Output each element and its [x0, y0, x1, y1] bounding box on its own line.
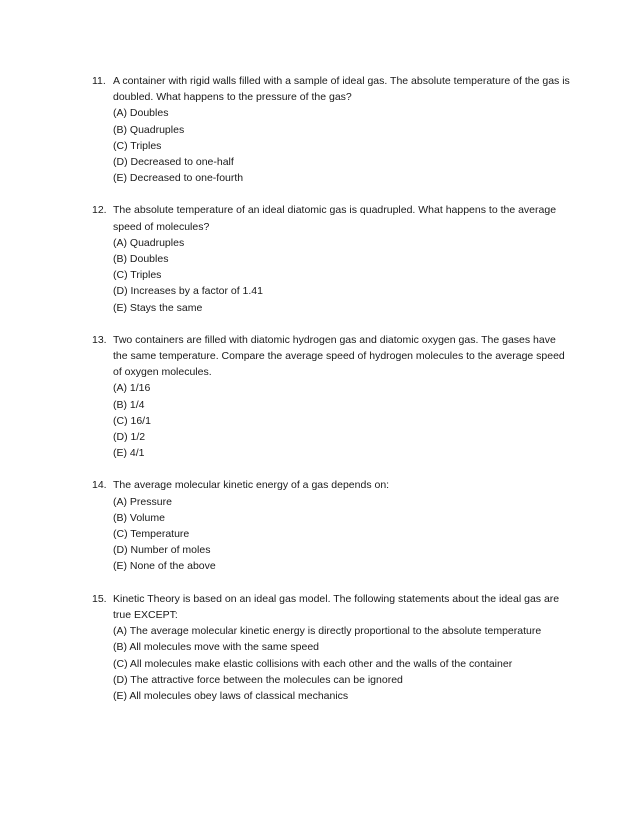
question-stem: The absolute temperature of an ideal diatomic gas is quadrupled. What happens to the average speed of molecules?	[113, 204, 557, 233]
question-12	[92, 202, 572, 315]
question-list	[92, 73, 572, 720]
answer-option-c: (C) Triples	[113, 139, 162, 152]
question-stem: Kinetic Theory is based on an ideal gas model. The following statements about the ideal gas are true EXCEPT:	[113, 592, 560, 621]
answer-option-e: (E) Stays the same	[113, 301, 203, 314]
answer-option-a: (A) Pressure	[113, 495, 172, 508]
answer-option-d: (D) Number of moles	[113, 544, 211, 557]
question-11	[92, 73, 572, 186]
answer-option-a: (A) 1/16	[113, 382, 151, 395]
answer-option-e: (E) 4/1	[113, 447, 145, 460]
answer-option-a: (A) Doubles	[113, 107, 169, 120]
question-body	[113, 591, 572, 704]
question-14	[92, 477, 572, 574]
question-body	[113, 477, 572, 574]
answer-option-e: (E) All molecules obey laws of classical mechanics	[113, 689, 349, 702]
question-stem: A container with rigid walls filled with a sample of ideal gas. The absolute temperature of the gas is doubled. What happens to the pressure of the gas?	[113, 75, 570, 104]
answer-option-c: (C) All molecules make elastic collisions with each other and the walls of the container	[113, 657, 513, 670]
question-number: 15.	[92, 592, 107, 605]
answer-option-b: (B) Quadruples	[113, 123, 185, 136]
answer-option-b: (B) 1/4	[113, 398, 145, 411]
answer-option-b: (B) All molecules move with the same speed	[113, 641, 320, 654]
answer-option-d: (D) Decreased to one-half	[113, 156, 234, 169]
question-stem: Two containers are filled with diatomic hydrogen gas and diatomic oxygen gas. The gases have the same temperature. Compare the average speed of hydrogen molecules to the average speed of oxygen molecules.	[113, 333, 565, 379]
question-13	[92, 332, 572, 462]
answer-option-d: (D) The attractive force between the molecules can be ignored	[113, 673, 403, 686]
question-number: 12.	[92, 204, 107, 217]
answer-option-d: (D) Increases by a factor of 1.41	[113, 285, 263, 298]
answer-option-c: (C) 16/1	[113, 414, 151, 427]
question-number: 14.	[92, 479, 107, 492]
question-body	[113, 202, 572, 315]
answer-option-a: (A) The average molecular kinetic energy is directly proportional to the absolute temperature	[113, 625, 542, 638]
question-15	[92, 591, 572, 704]
answer-option-b: (B) Volume	[113, 511, 165, 524]
answer-option-e: (E) Decreased to one-fourth	[113, 172, 244, 185]
answer-option-b: (B) Doubles	[113, 253, 169, 266]
answer-option-a: (A) Quadruples	[113, 236, 185, 249]
question-number: 13.	[92, 333, 107, 346]
answer-option-d: (D) 1/2	[113, 431, 146, 444]
answer-option-c: (C) Temperature	[113, 528, 190, 541]
answer-option-c: (C) Triples	[113, 269, 162, 282]
question-body	[113, 332, 572, 462]
answer-option-e: (E) None of the above	[113, 560, 216, 573]
question-stem: The average molecular kinetic energy of a gas depends on:	[113, 479, 390, 492]
question-number: 11.	[92, 75, 106, 87]
question-body	[113, 73, 572, 186]
